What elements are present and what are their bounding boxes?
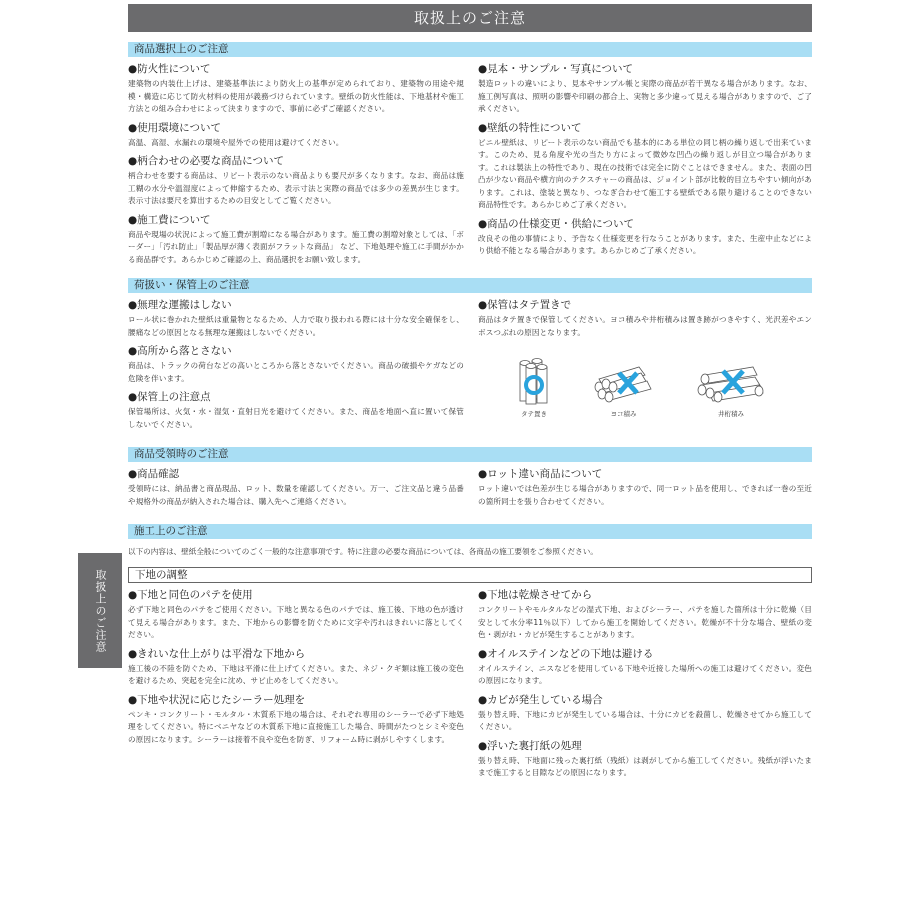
- section-bar-construction: 施工上のご注意: [128, 524, 812, 539]
- notice-body: 張り替え時、下地にカビが発生している場合は、十分にカビを殺菌し、乾燥させてから施工してください。: [478, 709, 812, 731]
- notice-item: [478, 63, 812, 116]
- horizontal-stack-ng-icon: [589, 357, 659, 407]
- construction-right-column: [478, 583, 812, 780]
- notice-body: オイルステイン、ニスなどを使用している下地や近接した場所への施工は避けてください。変色の原因になります。: [478, 663, 812, 685]
- notice-title: ●見本・サンプル・写真について: [478, 63, 634, 75]
- care-instructions-page: [128, 4, 812, 780]
- page-title: 取扱上のご注意: [128, 4, 812, 32]
- notice-body: ビニル壁紙は、リピート表示のない商品でも基本的にある単位の同じ柄の繰り返しで出来ています。このため、見る角度や光の当たり方によって微妙な凹凸の繰り返しが目立つ場合があります。これは製法上の特性であり、現在の技術では完全に防ぐことはできません。また、表面の凹凸が少ない商品や横方向のテクスチャーの商品は、ジョイント部が比較的目立ちやすい傾向があります。これは、塗装と異なり、つなぎ合わせて施工する壁紙である限り避けることのできない商品特性です。あらかじめご了承ください。: [478, 137, 812, 209]
- notice-item: [128, 648, 464, 688]
- notice-body: 製造ロットの違いにより、見本やサンプル帳と実際の商品が若干異なる場合があります。なお、施工例写真は、照明の影響や印刷の都合上、実物と多少違って見える場合がありますので、ご了承ください。: [478, 79, 812, 113]
- notice-body: 保管場所は、火気・水・湿気・直射日光を避けてください。また、商品を地面へ直に置いて保管しないでください。: [128, 407, 464, 429]
- handling-left-column: [128, 293, 464, 431]
- notice-title: ●柄合わせの必要な商品について: [128, 155, 284, 167]
- illustration-crosswise: [693, 357, 769, 418]
- notice-title: ●ロット違い商品について: [478, 468, 603, 480]
- receiving-columns: [128, 462, 812, 508]
- notice-item: [128, 694, 464, 747]
- notice-body: コンクリートやモルタルなどの湿式下地、およびシーラー、パテを施した箇所は十分に乾燥（目安として水分率11％以下）してから施工を開始してください。乾燥が不十分な場合、壁紙の変色・剥がれ・カビが発生することがあります。: [478, 605, 812, 639]
- notice-title: ●商品確認: [128, 468, 180, 480]
- selection-left-column: [128, 57, 464, 266]
- handling-columns: [128, 293, 812, 431]
- illustration-caption: 井桁積み: [718, 410, 744, 418]
- illustration-horizontal: [589, 357, 659, 418]
- notice-body: ロット違いでは色差が生じる場合がありますので、同一ロット品を使用し、できれば一巻の至近の箇所同士を張り合わせてください。: [478, 484, 812, 506]
- notice-item: [128, 63, 464, 116]
- section-bar-handling: 荷扱い・保管上のご注意: [128, 278, 812, 293]
- receiving-right-column: [478, 462, 812, 508]
- notice-item: [128, 155, 464, 208]
- notice-item: [478, 740, 812, 780]
- notice-title: ●防火性について: [128, 63, 211, 75]
- section-bar-receiving: 商品受領時のご注意: [128, 447, 812, 462]
- notice-body: 商品や現場の状況によって施工費が割増になる場合があります。施工費の割増対象としては、「ボーダー」「汚れ防止」「製品厚が薄く表面がフラットな商品」 など、下地処理や施工に手間がかかる商品群です。あらかじめご確認の上、商品選択をお願い致します。: [128, 229, 464, 264]
- notice-body: 改良その他の事情により、予告なく仕様変更を行なうことがあります。また、生産中止などにより供給不能となる場合があります。あらかじめご了承ください。: [478, 233, 812, 255]
- notice-title: ●下地は乾燥させてから: [478, 589, 593, 601]
- notice-item: [478, 468, 812, 508]
- notice-item: [478, 122, 812, 212]
- illustration-caption: タテ置き: [521, 410, 547, 418]
- notice-title: ●商品の仕様変更・供給について: [478, 217, 634, 230]
- notice-item: [478, 589, 812, 642]
- selection-columns: [128, 57, 812, 266]
- construction-columns: [128, 583, 812, 780]
- construction-left-column: [128, 583, 464, 780]
- notice-title: ●オイルステインなどの下地は避ける: [478, 647, 654, 660]
- notice-title: ●高所から落とさない: [128, 345, 232, 357]
- notice-item: [128, 391, 464, 431]
- notice-item: [128, 214, 464, 267]
- side-index-tab: 取扱上のご注意: [78, 553, 122, 668]
- notice-title: ●浮いた裏打紙の処理: [478, 739, 582, 752]
- notice-title: ●下地や状況に応じたシーラー処理を: [128, 693, 306, 706]
- notice-body: 建築物の内装仕上げは、建築基準法により防火上の基準が定められており、建築物の用途や規模・構造に応じて防火材料の使用が義務づけられています。壁紙の防火性能は、下地基材や施工方法との組み合わせによって決まりますので、事前に必ずご確認ください。: [128, 79, 464, 113]
- storage-illustrations: [514, 357, 769, 418]
- notice-title: ●壁紙の特性について: [478, 121, 582, 134]
- illustration-caption: ヨコ積み: [610, 410, 637, 418]
- notice-title: ●カビが発生している場合: [478, 693, 603, 706]
- subsection-bar-substrate: 下地の調整: [128, 567, 812, 583]
- construction-intro: 以下の内容は、壁紙全般についてのごく一般的な注意事項です。特に注意の必要な商品については、各商品の施工要領をご参照ください。: [128, 547, 598, 556]
- receiving-left-column: [128, 462, 464, 508]
- notice-item: [478, 299, 812, 339]
- notice-item: [478, 218, 812, 258]
- vertical-rolls-ok-icon: [514, 357, 554, 407]
- crosswise-stack-ng-icon: [693, 357, 769, 407]
- notice-body: 商品は、トラックの荷台などの高いところから落とさないでください。商品の破損やケガなどの危険を伴います。: [128, 361, 464, 383]
- notice-body: ペンキ・コンクリート・モルタル・木質系下地の場合は、それぞれ専用のシーラーで必ず下地処理をしてください。特にベニヤなどの木質系下地に直接施工した場合、時間がたつとシミや変色の原因になります。シーラーは接着不良や変色を防ぎ、リフォーム時に剥がしやすくします。: [128, 709, 464, 744]
- notice-item: [128, 589, 464, 642]
- notice-body: 施工後の不陸を防ぐため、下地は平滑に仕上げてください。また、ネジ・クギ類は施工後の変色を避けるため、突起を完全に沈め、サビ止めをしてください。: [128, 663, 464, 685]
- notice-title: ●無理な運搬はしない: [128, 299, 232, 311]
- notice-item: [478, 694, 812, 734]
- notice-title: ●使用環境について: [128, 121, 221, 134]
- notice-body: 受領時には、納品書と商品現品、ロット、数量を確認してください。万一、ご注文品と違う品番や規格外の商品が納入された場合は、購入先へご連絡ください。: [128, 484, 464, 506]
- section-bar-selection: 商品選択上のご注意: [128, 42, 812, 57]
- illustration-vertical: [514, 357, 554, 418]
- notice-item: [478, 648, 812, 688]
- notice-body: ロール状に巻かれた壁紙は重量物となるため、人力で取り扱われる際には十分な安全確保をし、腰痛などの原因となる無理な運搬はしないでください。: [128, 315, 464, 337]
- notice-item: [128, 468, 464, 508]
- notice-body: 高温、高湿、水漏れの環境や屋外での使用は避けてください。: [128, 137, 344, 147]
- handling-right-column: [478, 293, 812, 431]
- notice-item: [128, 122, 464, 150]
- notice-body: 商品はタテ置きで保管してください。ヨコ積みや井桁積みは置き跡がつきやすく、光沢差やエンボスつぶれの原因となります。: [478, 315, 812, 337]
- notice-title: ●きれいな仕上がりは平滑な下地から: [128, 647, 306, 660]
- notice-body: 柄合わせを要する商品は、リピート表示のない商品よりも要尺が多くなります。なお、商品は施工糊の水分や温湿度によって伸縮するため、表示寸法と実際の商品では多少の差異が生じます。表示寸法は要尺を算出するための目安としてご覧ください。: [128, 171, 464, 205]
- selection-right-column: [478, 57, 812, 266]
- notice-item: [128, 345, 464, 385]
- notice-title: ●保管はタテ置きで: [478, 299, 572, 311]
- notice-item: [128, 299, 464, 339]
- notice-title: ●保管上の注意点: [128, 391, 211, 403]
- notice-body: 張り替え時、下地面に残った裏打紙（残紙）は剥がしてから施工してください。残紙が浮いたままで施工すると目隙などの原因になります。: [478, 755, 812, 777]
- notice-title: ●下地と同色のパテを使用: [128, 589, 253, 601]
- notice-title: ●施工費について: [128, 213, 211, 226]
- notice-body: 必ず下地と同色のパテをご使用ください。下地と異なる色のパテでは、施工後、下地の色が透けて見える場合があります。また、下地からの影響を防ぐために文字や汚れはきれいに落としてください。: [128, 605, 464, 639]
